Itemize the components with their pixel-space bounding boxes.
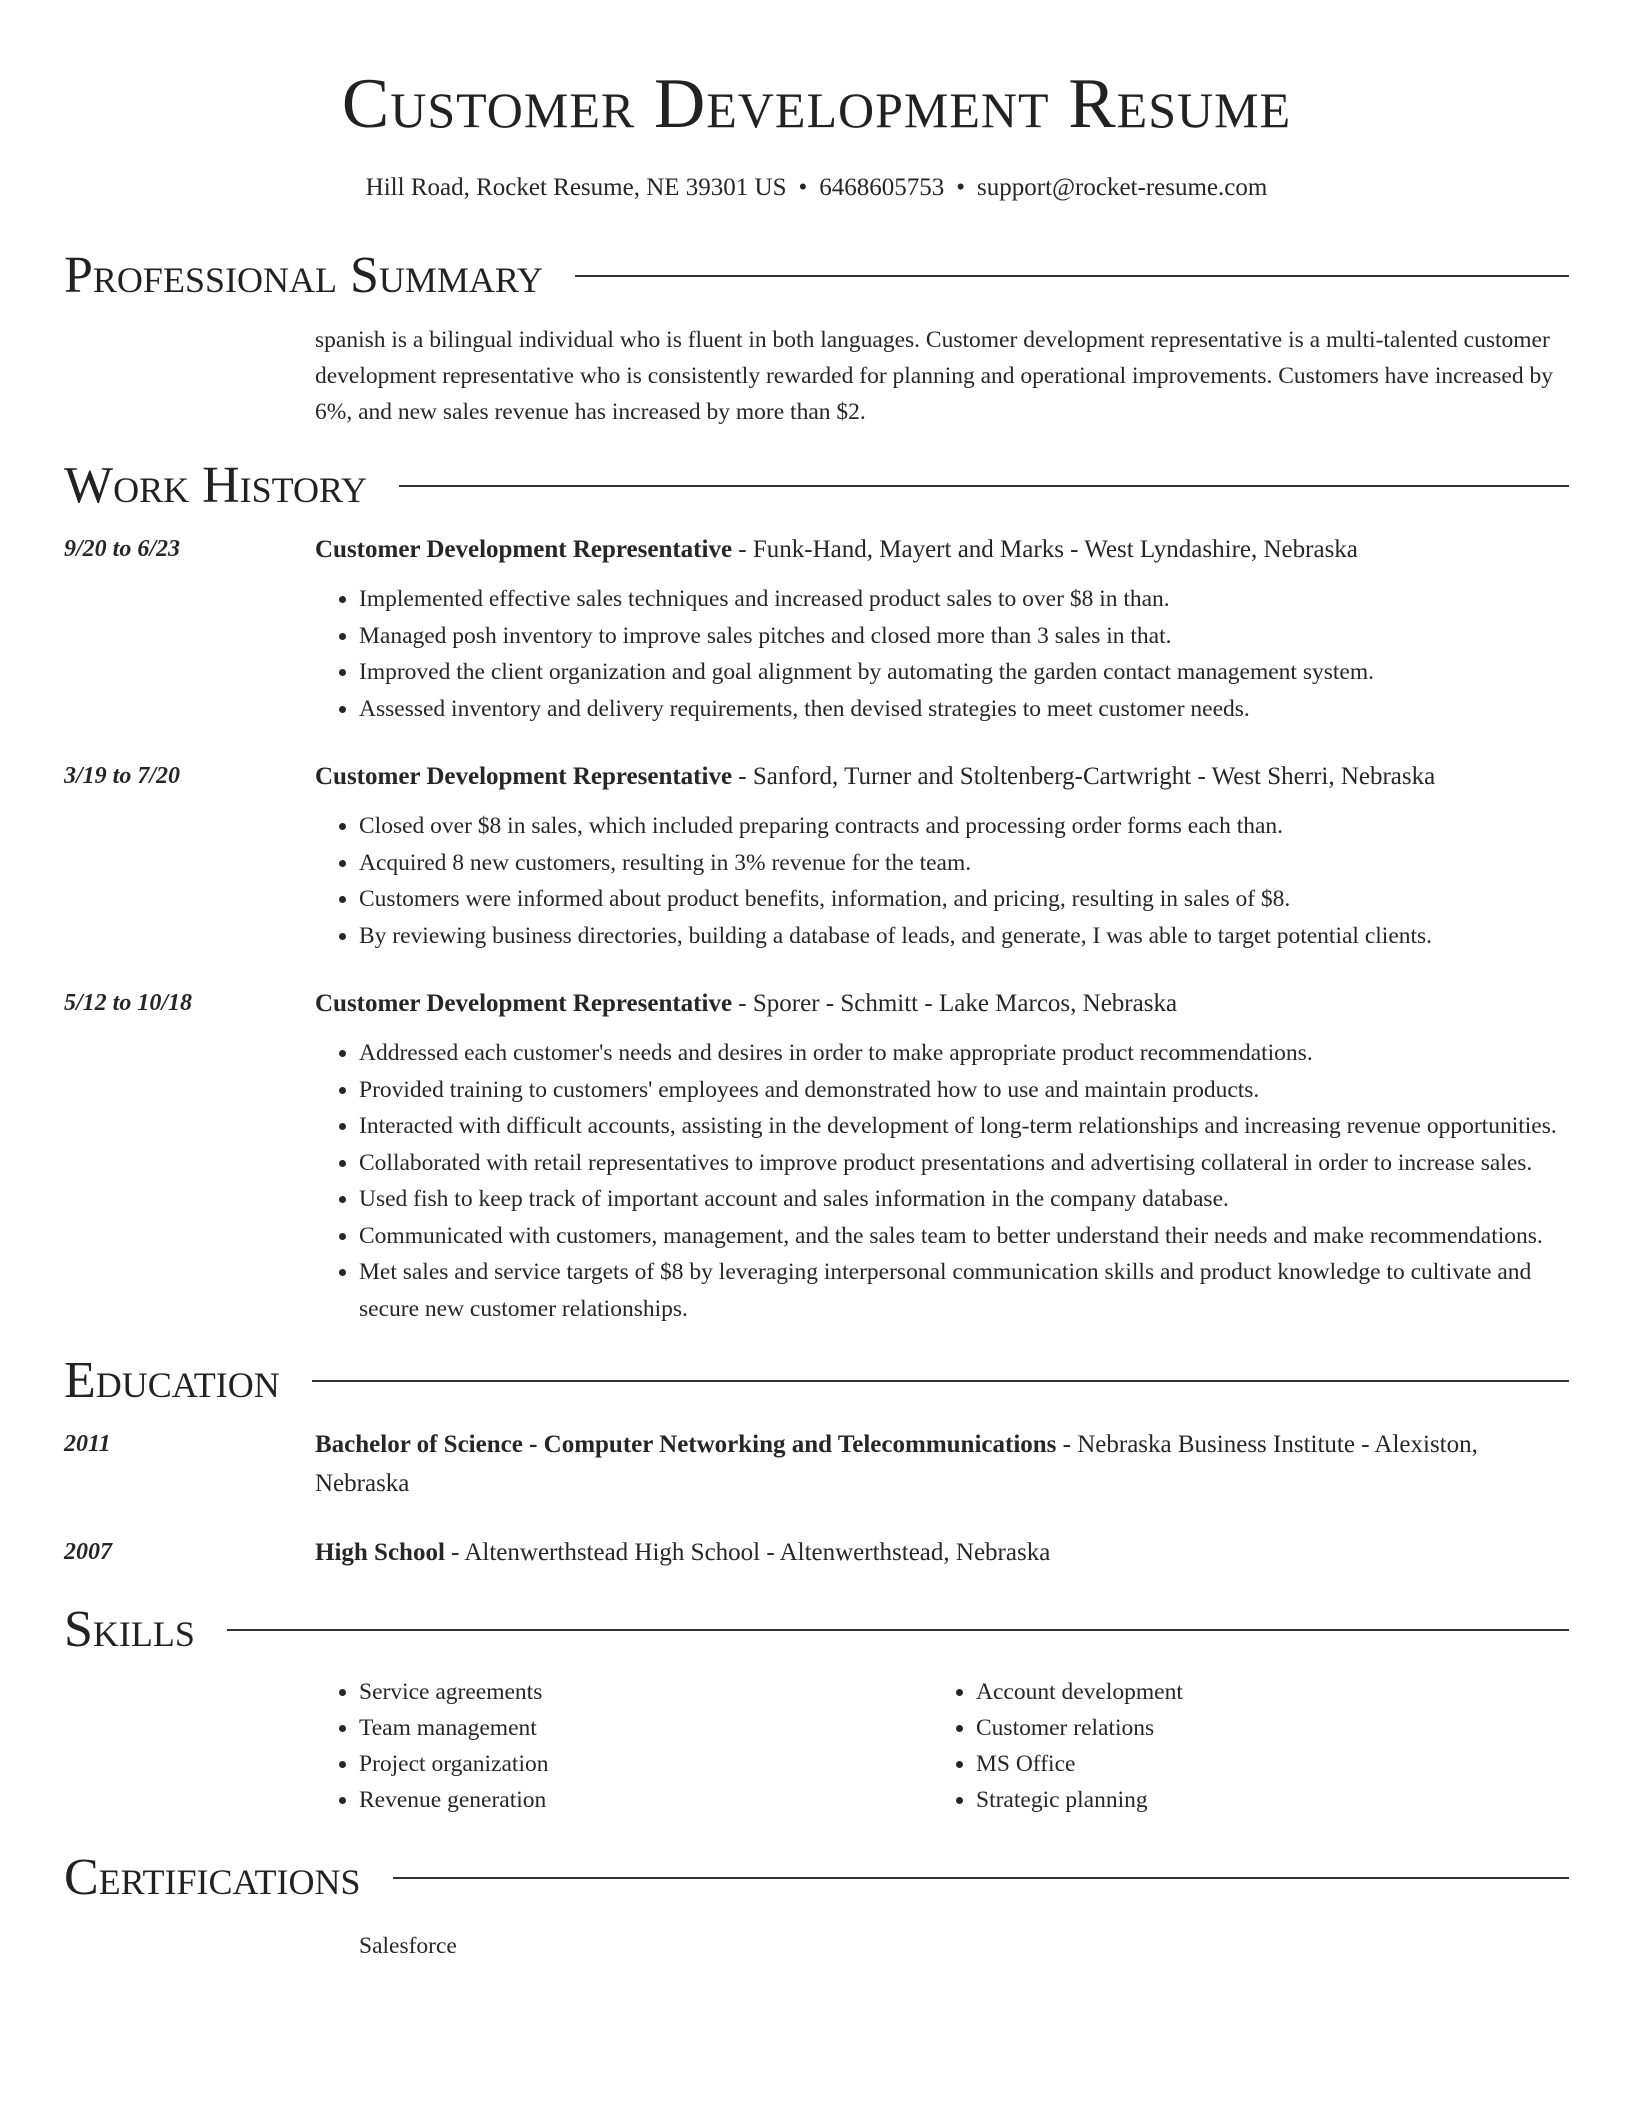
skill-item: • Service agreements [359,1674,932,1710]
job-bullet: • Closed over $8 in sales, which included preparing contracts and processing order forms each than. [359,808,1569,845]
section-divider [399,485,1569,487]
education-details: - Nebraska Business Institute - Alexiston, Nebraska [315,1431,1478,1497]
job-bullets [315,808,1569,954]
education-header [64,1351,1569,1411]
job-bullet: • Managed posh inventory to improve sales pitches and closed more than 3 sales in that. [359,618,1569,655]
summary-text: spanish is a bilingual individual who is fluent in both languages. Customer development representative is a multi-talented customer development representative who is consistently rewarded for planning and operational improvements. Customers have increased by 6%, and new sales revenue has increased by more than $2. [315,327,1553,425]
education-degree: High School [315,1539,445,1566]
skill-item: • Customer relations [976,1710,1549,1746]
job-headline [315,757,1569,796]
skill-item: • Revenue generation [359,1782,932,1818]
job-bullet: • Used fish to keep track of important account and sales information in the company database. [359,1181,1569,1218]
job-bullet: • Improved the client organization and goal alignment by automating the garden contact management system. [359,654,1569,691]
skill-item: • Project organization [359,1746,932,1782]
summary-heading: Professional Summary [64,247,543,304]
skills-column-left [315,1674,932,1818]
certifications-list [315,1928,1569,1964]
job-bullet: • Customers were informed about product benefits, information, and pricing, resulting in sales of $8. [359,881,1569,918]
certifications-section [64,1848,1569,1964]
skill-item: • Strategic planning [976,1782,1549,1818]
education-year: 2007 [64,1539,112,1565]
summary-header [64,246,1569,306]
job-bullet: • Assessed inventory and delivery requirements, then devised strategies to meet customer needs. [359,691,1569,728]
job-details: - Sporer - Schmitt - Lake Marcos, Nebraska [732,990,1178,1017]
job-dates: 9/20 to 6/23 [64,536,181,562]
job-bullets [315,1035,1569,1327]
job-entry [64,984,1569,1327]
contact-line [64,172,1569,204]
job-title: Customer Development Representative [315,536,733,563]
resume-title: Customer Development Resume [341,65,1292,143]
job-details: - Sanford, Turner and Stoltenberg-Cartwright - West Sherri, Nebraska [732,763,1436,790]
contact-address: Hill Road, Rocket Resume, NE 39301 US [365,174,787,201]
section-divider [312,1380,1569,1382]
job-title: Customer Development Representative [315,990,733,1017]
job-dates: 5/12 to 10/18 [64,990,193,1016]
education-entry [64,1533,1569,1572]
job-bullet: • Addressed each customer's needs and desires in order to make appropriate product recommendations. [359,1035,1569,1072]
skill-item: • MS Office [976,1746,1549,1782]
contact-phone: 6468605753 [819,174,945,201]
job-bullet: • Implemented effective sales techniques and increased product sales to over $8 in than. [359,581,1569,618]
job-details: - Funk-Hand, Mayert and Marks - West Lyndashire, Nebraska [732,536,1358,563]
contact-separator: • [798,174,808,201]
skills-heading: Skills [64,1601,195,1658]
education-headline [315,1425,1569,1503]
education-heading: Education [64,1352,280,1409]
job-bullet: • Communicated with customers, management, and the sales team to better understand their needs and make recommendations. [359,1218,1569,1255]
contact-separator: • [956,174,966,201]
section-divider [575,275,1569,277]
skills-section [64,1600,1569,1818]
job-headline [315,984,1569,1023]
skills-header [64,1600,1569,1660]
skill-item: • Account development [976,1674,1549,1710]
education-details: - Altenwerthstead High School - Altenwerthstead, Nebraska [444,1539,1051,1566]
work-history-heading: Work History [64,457,368,514]
education-entry [64,1425,1569,1503]
job-bullet: • Acquired 8 new customers, resulting in 3% revenue for the team. [359,845,1569,882]
section-divider [393,1877,1569,1879]
job-title: Customer Development Representative [315,763,733,790]
job-headline [315,530,1569,569]
education-section [64,1351,1569,1572]
job-bullet: • Met sales and service targets of $8 by leveraging interpersonal communication skills and product knowledge to cultivate and secure new customer relationships. [359,1254,1569,1327]
job-bullets [315,581,1569,727]
contact-email: support@rocket-resume.com [977,174,1268,201]
job-entry [64,530,1569,727]
education-headline [315,1533,1569,1572]
job-bullet: • Collaborated with retail representatives to improve product presentations and advertising collateral in order to increase sales. [359,1145,1569,1182]
section-divider [227,1629,1569,1631]
job-entry [64,757,1569,954]
education-year: 2011 [64,1431,111,1457]
certifications-header [64,1848,1569,1908]
resume-page [64,0,1569,1988]
job-dates: 3/19 to 7/20 [64,763,181,789]
skills-column-right [932,1674,1549,1818]
job-bullet: • Provided training to customers' employees and demonstrated how to use and maintain products. [359,1072,1569,1109]
certifications-heading: Certifications [64,1849,361,1906]
skills-grid [315,1674,1569,1818]
skill-item: • Team management [359,1710,932,1746]
work-history-section [64,456,1569,1327]
job-bullet: • Interacted with difficult accounts, assisting in the development of long-term relationships and increasing revenue opportunities. [359,1108,1569,1145]
certification-item: Salesforce [359,1933,457,1959]
education-degree: Bachelor of Science - Computer Networking and Telecommunications [315,1431,1057,1458]
job-bullet: • By reviewing business directories, building a database of leads, and generate, I was able to target potential clients. [359,918,1569,955]
summary-section [64,246,1569,430]
work-history-header [64,456,1569,516]
